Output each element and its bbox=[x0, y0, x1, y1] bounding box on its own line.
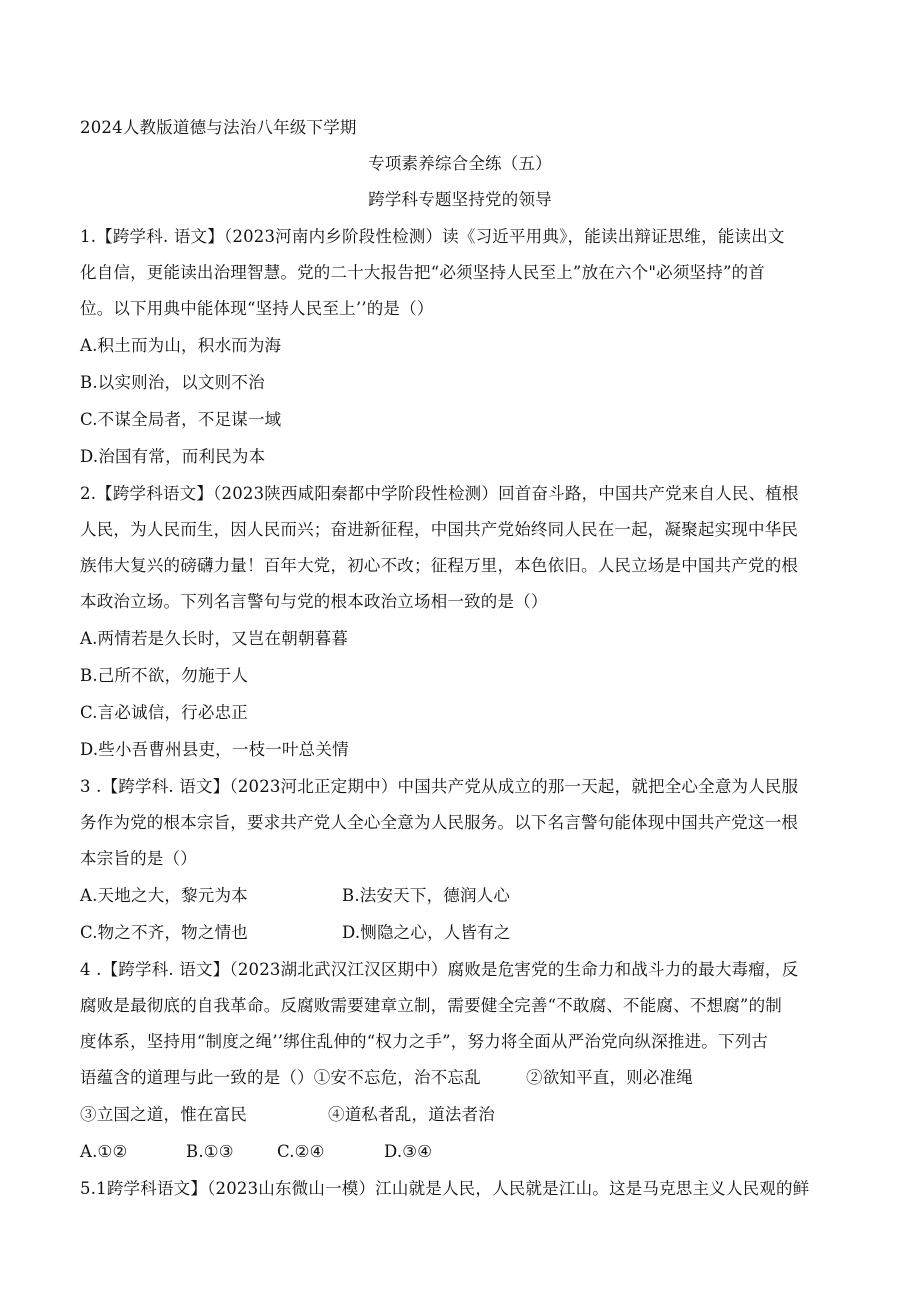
q3-option-a: A.天地之大，黎元为本 bbox=[80, 886, 248, 905]
q2-stem-line: 人民，为人民而生，因人民而兴；奋进新征程，中国共产党始终同人民在一起，凝聚起实现中华民 bbox=[80, 520, 799, 539]
q2-stem-line: 族伟大复兴的磅礴力量！百年大党，初心不改；征程万里，本色依旧。人民立场是中国共产党的根 bbox=[80, 556, 799, 575]
document-title: 2024人教版道德与法治八年级下学期 bbox=[80, 118, 357, 137]
q4-statement-4: ④道私者乱，道法者治 bbox=[328, 1105, 495, 1124]
q1-option-a: A.积土而为山，积水而为海 bbox=[80, 336, 282, 355]
q2-stem-line: 2.【跨学科语文】（2023陕西咸阳秦都中学阶段性检测）回首奋斗路，中国共产党来自人民、植根 bbox=[80, 484, 799, 503]
q4-statement-3: ③立国之道，惟在富民 bbox=[80, 1105, 247, 1124]
q3-stem-line: 务作为党的根本宗旨，要求共产党人全心全意为人民服务。以下名言警句能体现中国共产党这一根 bbox=[80, 813, 799, 832]
q1-option-d: D.治国有常，而利民为本 bbox=[80, 447, 266, 466]
q1-option-c: C.不谋全局者，不足谋一域 bbox=[80, 410, 282, 429]
q1-stem-line: 1.【跨学科. 语文】（2023河南内乡阶段性检测）读《习近平用典》，能读出辩证思维，能读出文 bbox=[80, 227, 785, 246]
q4-stem-line: 度体系，坚持用“制度之绳’’绑住乱伸的“权力之手”，努力将全面从严治党向纵深推进。下列古 bbox=[80, 1032, 769, 1051]
q4-option-a: A.①② bbox=[80, 1142, 128, 1161]
q4-stem-line: 4 .【跨学科. 语文】（2023湖北武汉江汉区期中）腐败是危害党的生命力和战斗力的最大毒瘤，反 bbox=[80, 960, 799, 979]
q5-stem-line: 5.1跨学科语文】（2023山东微山一模）江山就是人民，人民就是江山。这是马克思主义人民观的鲜 bbox=[80, 1179, 810, 1198]
q3-stem-line: 本宗旨的是（） bbox=[80, 849, 197, 868]
q2-option-c: C.言必诚信，行必忠正 bbox=[80, 703, 248, 722]
q3-stem-line: 3 .【跨学科. 语文】（2023河北正定期中）中国共产党从成立的那一天起，就把全心全意为人民服 bbox=[80, 777, 799, 796]
q4-option-c: C.②④ bbox=[277, 1142, 325, 1161]
q3-option-d: D.恻隐之心，人皆有之 bbox=[342, 923, 511, 942]
q2-option-d: D.些小吾曹州县吏，一枝一叶总关情 bbox=[80, 740, 349, 759]
section-subtitle: 专项素养综合全练（五） bbox=[368, 154, 552, 173]
q4-statement-2: ②欲知平直，则必准绳 bbox=[526, 1068, 693, 1087]
q4-option-b: B.①③ bbox=[186, 1142, 234, 1161]
q2-stem-line: 本政治立场。下列名言警句与党的根本政治立场相一致的是（） bbox=[80, 592, 548, 611]
q4-stem-line: 语蕴含的道理与此一致的是（）①安不忘危，治不忘乱 bbox=[80, 1068, 481, 1087]
q1-option-b: B.以实则治，以文则不治 bbox=[80, 373, 265, 392]
q2-option-a: A.两情若是久长时，又岂在朝朝暮暮 bbox=[80, 629, 349, 648]
q4-stem-line: 腐败是最彻底的自我革命。反腐败需要建章立制，需要健全完善“不敢腐、不能腐、不想腐”的制 bbox=[80, 996, 782, 1015]
topic-title: 跨学科专题坚持党的领导 bbox=[368, 190, 552, 209]
q1-stem-line: 化自信，更能读出治理智慧。党的二十大报告把“必须坚持人民至上”放在六个"必须坚持”的首 bbox=[80, 263, 765, 282]
q4-option-d: D.③④ bbox=[384, 1142, 433, 1161]
q1-stem-line: 位。以下用典中能体现“坚持人民至上’’的是（） bbox=[80, 299, 434, 318]
q2-option-b: B.己所不欲，勿施于人 bbox=[80, 666, 249, 685]
q3-option-c: C.物之不齐，物之情也 bbox=[80, 923, 248, 942]
q3-option-b: B.法安天下，德润人心 bbox=[342, 886, 511, 905]
